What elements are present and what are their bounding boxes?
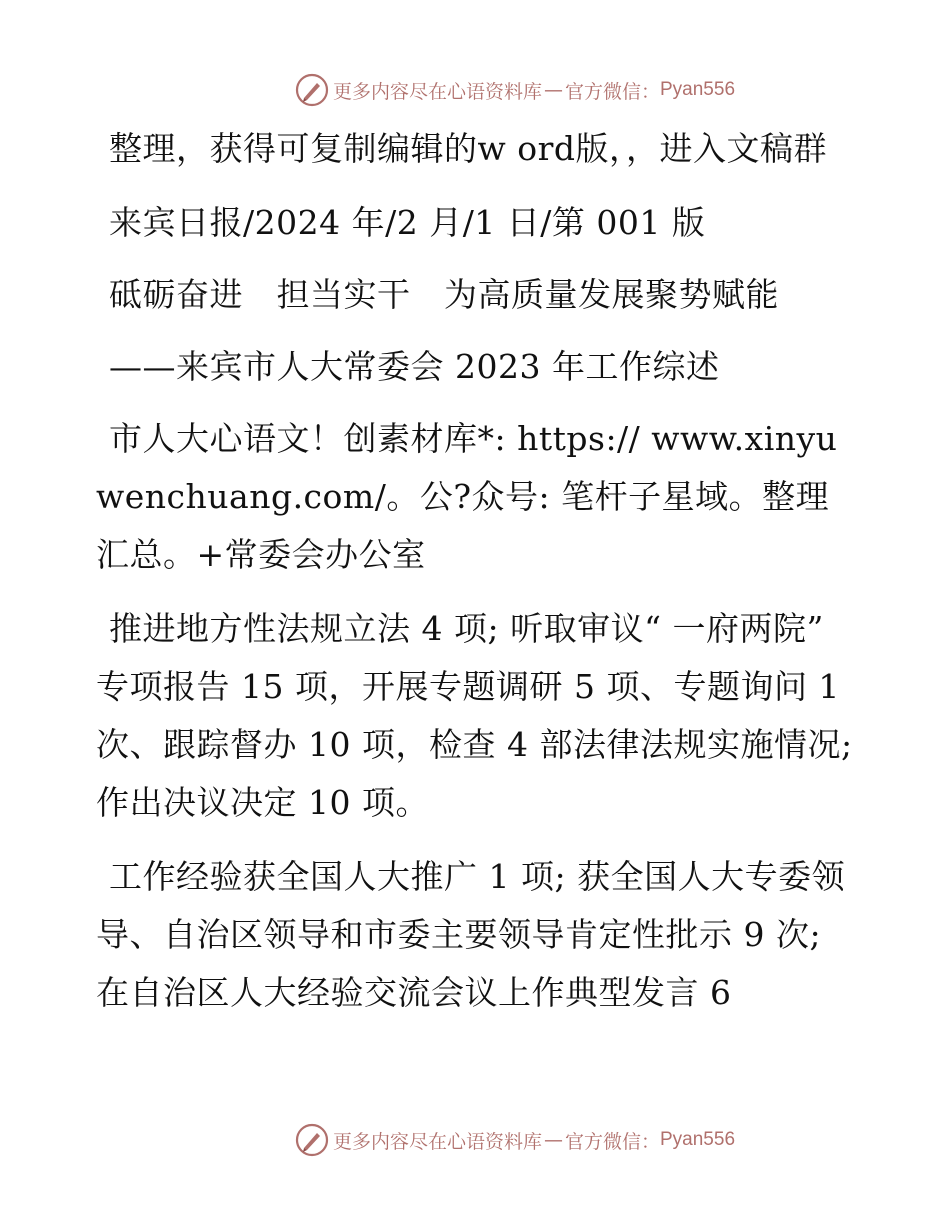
watermark-official: 官方微信： [564, 1130, 660, 1153]
pen-logo-icon [295, 1123, 329, 1157]
watermark-handle: Pyan556 [660, 79, 736, 100]
document-body [96, 120, 856, 1038]
watermark-footer [0, 1120, 950, 1160]
watermark-text: 更多内容尽在心语资料库 [332, 1130, 542, 1153]
watermark-text: 更多内容尽在心语资料库 [332, 80, 542, 103]
article-title: 砥砺奋进 担当实干 为高质量发展聚势赋能 [109, 275, 779, 314]
paragraph-author: 市人大心语文！创素材库*: https:// www.xinyuwenchuang.com/。公?众号: 笔杆子星域。整理汇总。+常委会办公室 [96, 419, 838, 574]
watermark-official: 官方微信： [564, 80, 660, 103]
pen-logo-icon [295, 73, 329, 107]
paragraph-summary: 推进地方性法规立法 4 项; 听取审议“ 一府两院” 专项报告 15 项，开展专题调研 5 项、专题询问 1 次、跟踪督办 10 项，检查 4 部法律法规实施情况; 作出决议决定 10 项。 [96, 609, 853, 822]
watermark-separator: — [543, 1129, 563, 1151]
watermark-separator: — [543, 79, 563, 101]
watermark-handle: Pyan556 [660, 1129, 736, 1150]
paragraph-achievements: 工作经验获全国人大推广 1 项; 获全国人大专委领导、自治区领导和市委主要领导肯定性批示 9 次; 在自治区人大经验交流会议上作典型发言 6 [96, 857, 846, 1012]
paragraph-intro: 整理，获得可复制编辑的w ord版，，进入文稿群 [109, 129, 828, 168]
paragraph-source: 来宾日报/2024 年/2 月/1 日/第 001 版 [109, 203, 706, 242]
watermark-header [0, 70, 950, 110]
article-subtitle: ——来宾市人大常委会 2023 年工作综述 [109, 347, 720, 386]
